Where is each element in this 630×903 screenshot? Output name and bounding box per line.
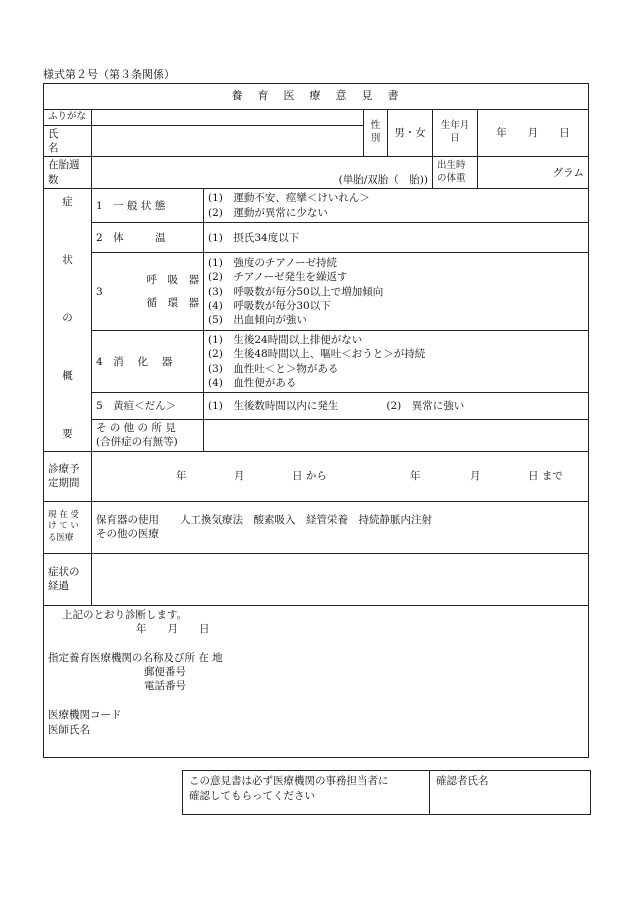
symptom-jaundice-label: 5 黄疸＜だん＞: [92, 393, 204, 420]
postal-label: 郵便番号: [144, 666, 186, 679]
birth-date-field[interactable]: 年 月 日: [478, 110, 589, 157]
symptom-respiratory-label: 3 呼 吸 器 循 環 器: [92, 253, 204, 331]
name-field[interactable]: [92, 125, 364, 156]
symptom-temperature-label: 2 体 温: [92, 223, 204, 253]
symptom-jaundice-items[interactable]: (1) 生後数時間以内に発生 (2) 異常に強い: [204, 393, 589, 420]
sex-options[interactable]: 男・女: [388, 110, 433, 157]
sex-label: 性別: [364, 110, 388, 157]
confirmation-note: この意見書は必ず医療機関の事務担当者に 確認してもらってください: [183, 771, 430, 815]
gestation-label: 在胎週数: [44, 157, 92, 189]
form-title: 養 育 医 療 意 見 書: [44, 84, 589, 110]
diagnosis-statement: 上記のとおり診断します。: [62, 608, 188, 621]
confirmer-name-field[interactable]: 確認者氏名: [430, 771, 591, 815]
institution-code-label: 医療機関コード: [48, 709, 122, 722]
form-number: 様式第２号（第３条関係）: [43, 68, 175, 81]
period-label: 診療予 定期間: [44, 451, 92, 501]
name-label: 氏 名: [44, 125, 92, 156]
birth-date-label: 生年月日: [433, 110, 478, 157]
course-field[interactable]: [92, 553, 589, 605]
course-label: 症状の 経過: [44, 553, 92, 605]
symptoms-side-label: 症 状 の 概 要: [44, 189, 92, 451]
symptom-general-items[interactable]: (1) 運動不安、痙攣＜けいれん＞ (2) 運動が異常に少ない: [204, 189, 589, 223]
gestation-field[interactable]: (単胎/双胎（ 胎)): [92, 157, 433, 189]
diagnosis-block[interactable]: [44, 605, 589, 757]
doctor-name-label: 医師氏名: [48, 723, 90, 736]
opinion-form: [43, 83, 589, 758]
furigana-field[interactable]: [92, 110, 364, 126]
symptom-temperature-items[interactable]: (1) 摂氏34度以下: [204, 223, 589, 253]
birth-weight-field[interactable]: グラム: [478, 157, 589, 189]
birth-weight-label: 出生時の体重: [433, 157, 478, 189]
other-findings-field[interactable]: [204, 420, 589, 451]
current-care-label: 現 在 受 け て い る医療: [44, 501, 92, 553]
phone-label: 電話番号: [144, 680, 186, 693]
other-findings-label: そ の 他 の 所 見 (合併症の有無等): [92, 420, 204, 451]
symptom-digestive-items[interactable]: (1) 生後24時間以上排便がない (2) 生後48時間以上、嘔吐＜おうと＞が持続 (3) 血性吐＜と＞物がある (4) 血性便がある: [204, 331, 589, 393]
symptom-digestive-label: 4 消 化 器: [92, 331, 204, 393]
diagnosis-date: 年 月 日: [136, 622, 210, 635]
furigana-label: ふりがな: [44, 110, 92, 126]
confirmation-box: [182, 770, 591, 815]
period-field[interactable]: 年 月 日 から 年 月 日 まで: [92, 451, 589, 501]
current-care-field[interactable]: 保育器の使用 人工換気療法 酸素吸入 経管栄養 持続静脈内注射 その他の医療: [92, 501, 589, 553]
symptom-general-label: 1 一 般 状 態: [92, 189, 204, 223]
symptom-respiratory-items[interactable]: (1) 強度のチアノーゼ持続 (2) チアノーゼ発生を繰返す (3) 呼吸数が毎分50以上で増加傾向 (4) 呼吸数が毎分30以下 (5) 出血傾向が強い: [204, 253, 589, 331]
institution-label: 指定養育医療機関の名称及び所 在 地: [48, 651, 223, 664]
